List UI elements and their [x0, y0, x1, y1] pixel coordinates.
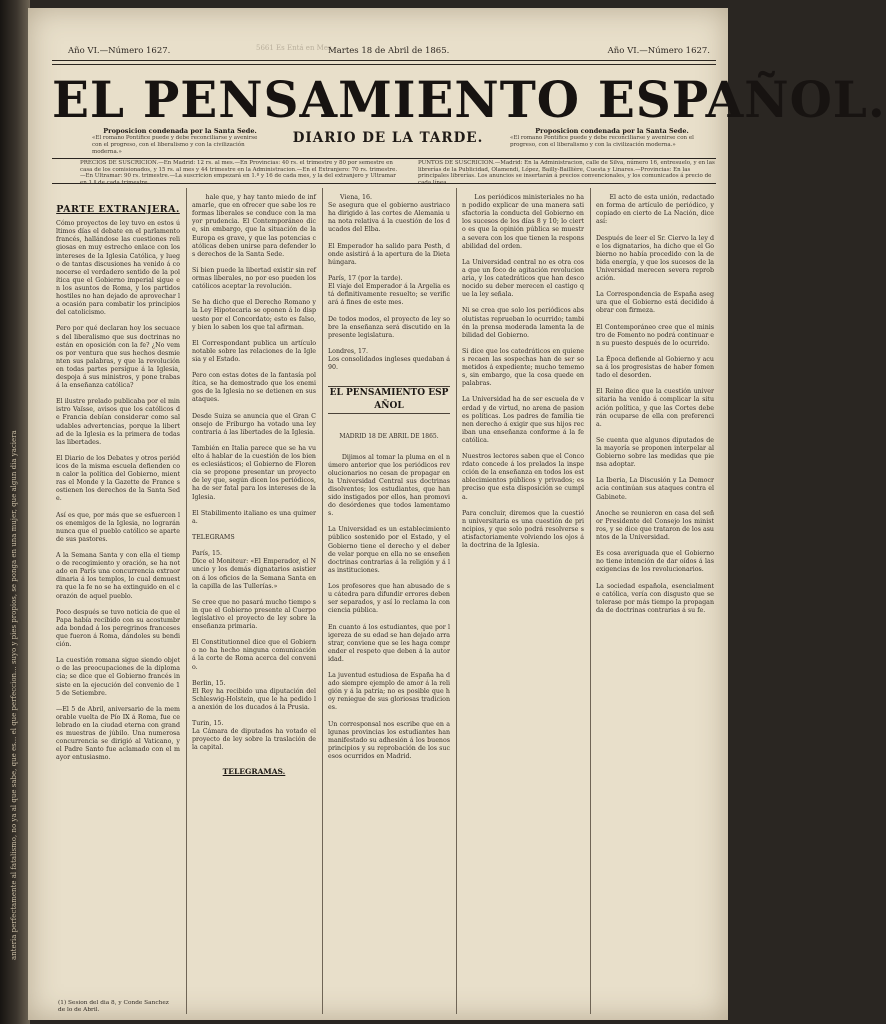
- motto-left: [92, 128, 268, 156]
- newspaper-page: [28, 8, 886, 1020]
- article-columns: [52, 186, 716, 1020]
- issue-date: Martes 18 de Abril de 1865.: [328, 46, 450, 56]
- column-4: [462, 186, 584, 1016]
- header-rule-top-thin: [52, 64, 716, 65]
- telegrams-heading: TELEGRAMAS.: [222, 766, 286, 776]
- book-spine: [0, 0, 30, 1024]
- column-divider: [186, 188, 187, 1014]
- column-3-editorial: Dijimos al tomar la pluma en el número anterior que los periódicos revolucionarios no cesan de propagar en la Universidad Central sus doctrinas disolventes; los estudiantes, que han sido instigados por ellos, han promovido desórdenes que todos lamentamos. La Universidad es un establecimiento público sostenido por el Estado, y el Gobierno tiene el derecho y el deber de velar porque en ella no se enseñen doctrinas contrarias á la religión y á las instituciones. Los profesores que han abusado de su cátedra para difundir errores deben ser separados, y así lo reclama la conciencia pública. En cuanto á los estudiantes, que por ligereza de su edad se han dejado arrastrar, conviene que se les haga comprender el respeto que deben á la autoridad. La juventud estudiosa de España ha dado siempre ejemplo de amor á la religión y á la patria; no es posible que hoy reniegue de sus gloriosas tradiciones. Un corresponsal nos escribe que en algunas provincias los estudiantes han manifestado su adhesión á los buenos principios y su reprobación de los sucesos ocurridos en Madrid.: [328, 453, 451, 760]
- column-2: [192, 186, 316, 1016]
- issue-number-left: Año VI.—Número 1627.: [68, 46, 171, 56]
- column-3-text: Viena, 16. Se asegura que el gobierno austriaco ha dirigido á las cortes de Alemania una nota relativa á la cuestión de los ducados del Elba. El Emperador ha salido para Pesth, donde asistirá á la apertura de la Dieta húngara. París, 17 (por la tarde). El viaje del Emperador á la Argelia está definitivamente resuelto; se verificará á fines de este mes. De todos modos, el proyecto de ley sobre la enseñanza será discutido en la presente legislatura. Londres, 17. Los consolidados ingleses quedaban á 90.: [328, 194, 450, 372]
- header-rule-top: [52, 60, 716, 61]
- prices-left: PRECIOS DE SUSCRICION.—En Madrid: 12 rs. al mes.—En Provincias: 40 rs. el trimestre y 80 por semestre en casa de los comisionados, y 15 rs. al mes y 44 trimestre en la Administracion.—En el Extranjero: 70 rs. trimestre.—En Ultramar: 90 rs. trimestre.—La suscricion empezará en 1.º y 16 de cada mes, y la del extranjero y Ultramar en 1.º de cada trimestre.: [80, 160, 398, 186]
- price-rule-top: [52, 158, 716, 159]
- inner-paper-date: MADRID 18 DE ABRIL DE 1865.: [339, 433, 439, 441]
- column-1-text: Cómo proyectos de ley tuvo en estos últimos días el debate en el parlamento francés, hallándose las cuestiones religiosas en muy estrecho enlace con los intereses de la Iglesia Católica, y luego de tantas discusiones ha venido á conocerse el verdadero sentido de la política que el Gobierno imperial sigue en los asuntos de Roma, y los partidos hostiles no han dejado de aprovechar la ocasión para combatir los principios del catolicismo. Pero por qué declaran hoy los secuaces del liberalismo que sus doctrinas no están en oposición con la fe? ¿No vemos por ventura que sus hechos desmienten sus palabras, y que la revolución en todas partes persigue á la Iglesia, despoja á sus ministros, y pone trabas á la enseñanza católica? El ilustre prelado publicaba por el ministro Vaïsse, avisos que los católicos de Francia debían considerar como saludables advertencias, porque la libertad de la Iglesia es la primera de todas las libertades. El Diario de los Debates y otros periódicos de la misma escuela defienden con calor la política del Gobierno, mientras el Monde y la Gazette de France sostienen los derechos de la Santa Sede. Así es que, por más que se esfuercen los enemigos de la Iglesia, no lograrán nunca que el pueblo católico se aparte de sus pastores. A la Semana Santa y con ella el tiempo de recogimiento y oración, se ha notado en París una concurrencia extraordinaria á los templos, lo cual demuestra que la fe no se ha extinguido en el corazón de aquel pueblo. Poco después se tuvo noticia de que el Papa había recibido con su acostumbrada bondad á los peregrinos franceses que fueron á Roma, dándoles su bendición. La cuestión romana sigue siendo objeto de las preocupaciones de la diplomacia; se dice que el Gobierno francés insiste en la ejecución del convenio de 15 de Setiembre. —El 5 de Abril, aniversario de la memorable vuelta de Pío IX á Roma, fue celebrado en la ciudad eterna con grandes muestras de júbilo. Una numerosa concurrencia se dirigió al Vaticano, y el Padre Santo fue aclamado con el mayor entusiasmo.: [56, 220, 180, 762]
- price-rule-bottom: [52, 183, 716, 184]
- subtitle-row: [52, 128, 716, 156]
- inner-paper-title: EL PENSAMIENTO ESPAÑOL: [328, 386, 450, 414]
- column-divider: [322, 188, 323, 1014]
- motto-left-title: Proposicion condenada por la Santa Sede.: [103, 127, 257, 135]
- column-divider: [590, 188, 591, 1014]
- column-2-text: hale que, y hay tanto miedo de infamarle, que en ofrecer que sabe los reformas liberales se conduce con la mayor prudencia. El Contemporáneo dice, sin embargo, que la situación de la Europa es grave, y que las potencias católicas deben unirse para defender los derechos de la Santa Sede. Si bien puede la libertad existir sin reformas liberales, no por eso pueden los católicos aceptar la revolución. Se ha dicho que el Derecho Romano y la Ley Hipotecaria se oponen á lo dispuesto por el Concordato; esto es falso, y bien lo saben los que tal afirman. El Correspondant publica un artículo notable sobre las relaciones de la Iglesia y el Estado. Pero con estas dotes de la fantasía política, se ha demostrado que los enemigos de la Iglesia no se detienen en sus ataques. Desde Suiza se anuncia que el Gran Consejo de Friburgo ha votado una ley contraria á las libertades de la Iglesia. También en Italia parece que se ha vuelto á hablar de la cuestión de los bienes eclesiásticos; el Gobierno de Florencia se propone presentar un proyecto de ley que, según dicen los periódicos, ha de ser fatal para los intereses de la Iglesia. El Stabilimento italiano es una quimera. TELEGRAMS París, 15. Dice el Moniteur: «El Emperador, el Nuncio y los demás dignatarios asistieron á los oficios de la Semana Santa en la capilla de las Tullerías.» Se cree que no pasará mucho tiempo sin que el Gobierno presente al Cuerpo legislativo el proyecto de ley sobre la enseñanza primaria. El Constitutionnel dice que el Gobierno no ha hecho ninguna comunicación á la corte de Roma acerca del convenio. Berlin, 15. El Rey ha recibido una diputación del Schleswig-Holstein, que le ha pedido la anexión de los ducados á la Prusia. Turin, 15. La Cámara de diputados ha votado el proyecto de ley sobre la traslación de la capital.: [192, 194, 316, 752]
- subscription-prices: [52, 160, 716, 186]
- column-3: [328, 186, 450, 1016]
- section-heading-foreign: PARTE EXTRANJERA.: [56, 204, 180, 216]
- motto-right: [510, 128, 714, 149]
- column-divider: [456, 188, 457, 1014]
- issue-number-right: Año VI.—Número 1627.: [607, 46, 710, 56]
- column-4-text: Los periódicos ministeriales no han podido explicar de una manera satisfactoria la conducta del Gobierno en los sucesos de los días 8 y 10; lo cierto es que la opinión pública se muestra severa con los que tienen la responsabilidad del orden. La Universidad central no es otra cosa que un foco de agitación revolucionaria, y los catedráticos que han desconocido su deber merecen el castigo que la ley señala. Ni se crea que solo los periódicos absolutistas reprueban lo ocurrido; también la prensa moderada lamenta la debilidad del Gobierno. Si dice que los catedráticos en quienes recaen las sospechas han de ser sometidos á expediente; mucho tememos, sin embargo, que la cosa quede en palabras. La Universidad ha de ser escuela de verdad y de virtud, no arena de pasiones políticas. Los padres de familia tienen derecho á exigir que sus hijos reciban una enseñanza conforme á la fe católica. Nuestros lectores saben que el Concordato concede á los prelados la inspección de la enseñanza en todos los establecimientos públicos y privados; es preciso que esta disposición se cumpla. Para concluir, diremos que la cuestión universitaria es una cuestión de principios, y que solo podrá resolverse satisfactoriamente volviendo los ojos á la doctrina de la Iglesia.: [462, 194, 585, 550]
- motto-left-text: «El romano Pontífice puede y debe reconciliarse y avenirse con el progreso, con el liberalismo y con la civilización moderna.»: [92, 135, 258, 155]
- column-1: [56, 186, 180, 1016]
- prices-right: PUNTOS DE SUSCRICION.—Madrid: En la Administracion, calle de Silva, número 16, entresuelo, y en las librerías de la Publicidad, Olamendi, López, Bailly-Baillière, Cuesta y Linares.—Provincias: En las principales librerías. Los anuncios se insertarán á precios convencionales, y los comunicados á precio de cada línea.: [418, 160, 715, 186]
- footnote: (1) Sesion del dia 8, y Conde Sanchez de lo de Abril.: [58, 1000, 169, 1013]
- masthead-title: EL PENSAMIENTO ESPAÑOL.: [52, 70, 886, 129]
- column-5-text: El acto de esta unión, redactado en forma de artículo de periódico, y copiado en cierto de La Nación, dice así: Después de leer el Sr. Ciervo la ley de los dignatarios, ha dicho que el Gobierno no había procedido con la debida energía, y que los sucesos de la Universidad merecen severa reprobación. La Correspondencia de España asegura que el Gobierno está decidido á obrar con firmeza. El Contemporáneo cree que el ministro de Fomento no podrá continuar en su puesto después de lo ocurrido. La Época defiende al Gobierno y acusa á los progresistas de haber fomentado el desorden. El Reino dice que la cuestión universitaria ha venido á complicar la situación política, y que las Cortes deberán ocuparse de ella con preferencia. Se cuenta que algunos diputados de la mayoría se proponen interpelar al Gobierno sobre las medidas que piensa adoptar. La Iberia, La Discusión y La Democracia continúan sus ataques contra el Gabinete. Anoche se reunieron en casa del señor Presidente del Consejo los ministros, y se dice que trataron de los asuntos de la Universidad. Es cosa averiguada que el Gobierno no tiene intención de dar oídos á las exigencias de los revolucionarios. La sociedad española, esencialmente católica, vería con disgusto que se tolerase por más tiempo la propaganda de doctrinas contrarias á su fe.: [596, 194, 714, 614]
- library-stamp: 5661 Es Entá en Mes....: [256, 44, 341, 52]
- motto-right-text: «El romano Pontífice puede y debe reconciliarse y avenirse con el progreso, con el liberalismo y con la civilización moderna.»: [510, 135, 694, 148]
- column-5: [596, 186, 714, 1016]
- masthead-subtitle: DIARIO DE LA TARDE.: [292, 130, 484, 146]
- spine-text: anteria perfectamente al fatalismo, no ya al que sabe, que es... el que perfeccion... suyo y pies propios, se ponga en una mujer, que algun dia yaciera: [10, 430, 18, 960]
- motto-right-title: Proposicion condenada por la Santa Sede.: [535, 127, 689, 135]
